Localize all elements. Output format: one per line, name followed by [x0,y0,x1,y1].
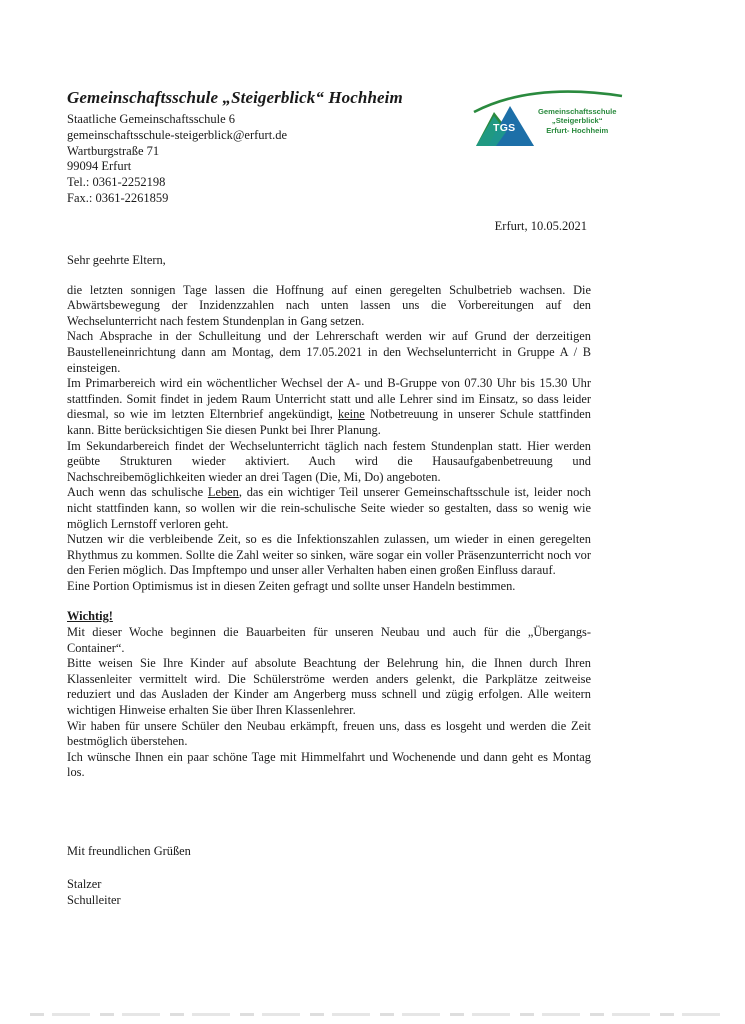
paragraph: Im Sekundarbereich findet der Wechselunterricht täglich nach festem Stundenplan statt. Hier werden geübte Strukturen wieder aktiviert. Auch wird die Hausaufgabenbetreuung und Nachschreibemöglichkeiten wieder an drei Tagen (Die, Mi, Do) angeboten. [67,438,591,484]
letter-body [67,253,591,781]
text-span: , das ein wichtiger Teil unserer Gemeinschaftsschule ist, leider noch nicht stattfinden kann, so wollen wir die rein-schulische Seite wieder so gestalten, dass so wenig wie möglich Lernstoff verloren geht. [67,485,591,531]
logo-line: Gemeinschaftsschule [538,107,617,116]
paragraph: Eine Portion Optimismus ist in diesen Zeiten gefragt und sollte unser Handeln bestimmen. [67,578,516,593]
address-line: Staatliche Gemeinschaftsschule 6 [67,112,235,126]
address-line: Wartburgstraße 71 [67,143,160,158]
logo-line: Erfurt- Hochheim [546,125,609,135]
logo-abbreviation: TGS [493,122,516,134]
address-line: 99094 Erfurt [67,159,132,174]
school-logo [472,86,642,150]
underlined-word: Leben [207,485,239,500]
text-span: Notbetreuung in unserer Schule stattfinden kann. Bitte berücksichtigen Sie diesen Punkt bei Ihrer Planung. [67,407,591,437]
paragraph: Bitte weisen Sie Ihre Kinder auf absolute Beachtung der Belehrung hin, die Ihnen durch Ihren Klassenleiter vermittelt wird. Die Schülerströme werden anders gelenkt, die Parkplätze zeitweise reduziert und das Ausladen der Kinder am Angerberg muss schnell und zügig erfolgen. Alle weitern wichtigen Hinweise erhalten Sie über Ihren Klassenlehrer. [67,656,591,718]
logo-line: „Steigerblick“ [551,116,603,126]
scan-artifact [30,1013,720,1016]
salutation: Sehr geehrte Eltern, [67,253,166,267]
text-span: Im Primarbereich wird ein wöchentlicher Wechsel der A- und B-Gruppe von 07.30 Uhr bis 15.30 Uhr stattfinden. Somit findet in jedem Raum Unterricht statt und alle Lehrer sind im Einsatz, so dass leider diesmal, so wie im letzten Elternbrief angekündigt, [67,376,591,422]
signature-block [67,876,121,908]
signer-name: Stalzer [67,877,102,891]
letter-date: Erfurt, 10.05.2021 [494,219,587,233]
address-block [67,112,287,207]
paragraph [67,485,591,532]
logo-text [538,107,617,135]
paragraph: Wir haben für unsere Schüler den Neubau erkämpft, freuen uns, dass es losgeht und werden die Zeit bestmöglich überstehen. [67,718,591,749]
paragraph: Ich wünsche Ihnen ein paar schöne Tage mit Himmelfahrt und Wochenende und dann geht es Montag los. [67,749,591,780]
paragraph [67,376,591,438]
underlined-word: keine [337,407,365,422]
paragraph: Nach Absprache in der Schulleitung und der Lehrerschaft werden wir auf Grund der derzeitigen Baustelleneinrichtung dann am Montag, dem 17.05.2021 in den Wechselunterricht in Gruppe A / B einsteigen. [67,329,591,375]
text-span: Auch wenn das schulische [67,485,204,500]
signer-title: Schulleiter [67,893,121,907]
paragraph: Nutzen wir die verbleibende Zeit, so es die Infektionszahlen zulassen, um wieder in einen geregelten Rhythmus zu kommen. Sollte die Zahl weiter so sinken, wäre sogar ein voller Präsenzunterricht noch vor den Ferien möglich. Das Impftempo und unser aller Verhalten haben einen großen Einfluss darauf. [67,532,591,578]
paragraph: die letzten sonnigen Tage lassen die Hoffnung auf einen geregelten Schulbetrieb wachsen. Die Abwärtsbewegung der Inzidenzzahlen nach unten lassen uns die Vorbereitungen auf den Wechselunterricht nach festem Stundenplan in Gang setzen. [67,282,591,328]
important-heading: Wichtig! [67,609,113,624]
closing-line: Mit freundlichen Grüßen [67,844,191,858]
school-name: Gemeinschaftsschule „Steigerblick“ Hochheim [67,88,403,107]
paragraph: Mit dieser Woche beginnen die Bauarbeiten für unseren Neubau und auch für die „Übergangs-Container“. [67,625,591,655]
email-line: gemeinschaftsschule-steigerblick@erfurt.de [67,127,288,142]
phone-line: Tel.: 0361-2252198 [67,175,166,190]
fax-line: Fax.: 0361-2261859 [67,190,169,205]
